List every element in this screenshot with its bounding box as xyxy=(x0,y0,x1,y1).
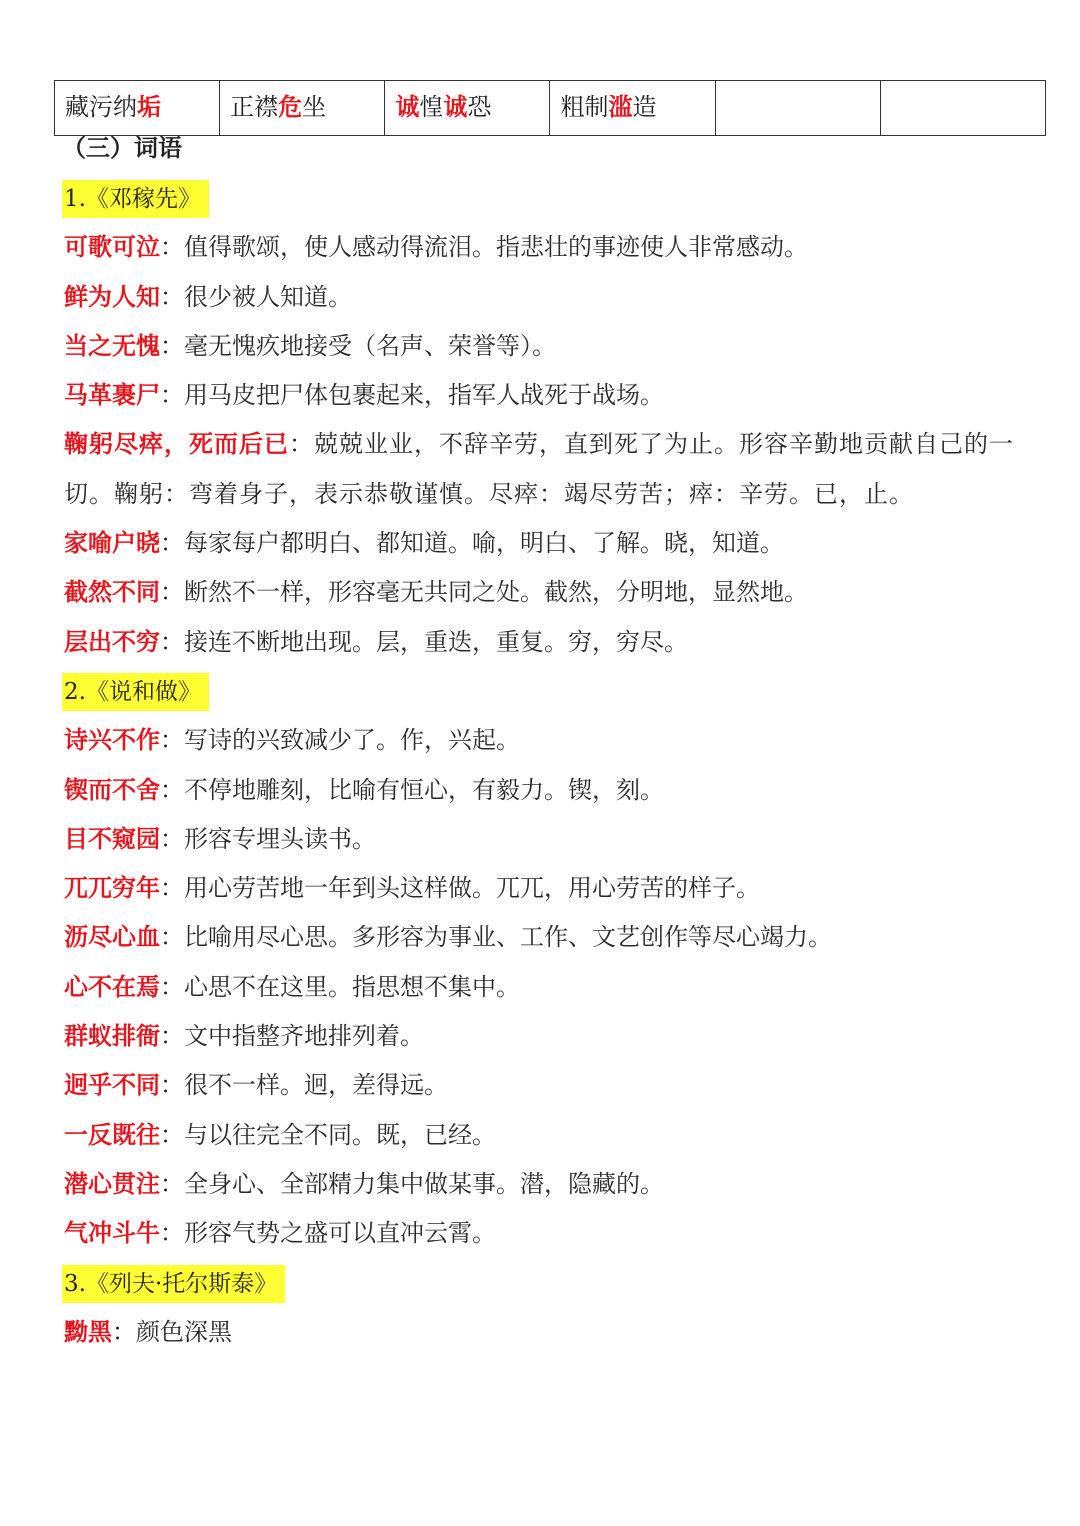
vocab-definition: 每家每户都明白、都知道。喻，明白、了解。晓，知道。 xyxy=(184,529,784,558)
vocab-term: 马革裹尸 xyxy=(64,381,160,410)
colon: ： xyxy=(160,1071,184,1100)
vocab-definition: 文中指整齐地排列着。 xyxy=(184,1022,424,1051)
vocab-term: 诗兴不作 xyxy=(64,726,160,755)
vocab-term: 当之无愧 xyxy=(64,331,160,360)
vocab-entry xyxy=(64,1012,1024,1061)
lesson-heading: 3.《列夫·托尔斯泰》 xyxy=(62,1265,285,1303)
vocab-term: 气冲斗牛 xyxy=(64,1219,160,1248)
vocab-definition: 全身心、全部精力集中做某事。潜，隐藏的。 xyxy=(184,1169,664,1198)
vocab-definition: 接连不断地出现。层，重迭，重复。穷，穷尽。 xyxy=(184,627,688,656)
vocab-definition: 断然不一样，形容毫无共同之处。截然，分明地，显然地。 xyxy=(184,578,808,607)
table-cell: 诚惶诚恐 xyxy=(385,81,550,136)
vocab-definition: 很少被人知道。 xyxy=(184,282,352,311)
colon: ： xyxy=(160,972,184,1001)
vocab-entry xyxy=(64,223,1024,272)
idiom-table xyxy=(54,80,1046,136)
colon: ： xyxy=(160,824,184,853)
vocab-definition: 形容专埋头读书。 xyxy=(184,824,376,853)
vocab-definition: 形容气势之盛可以直冲云霄。 xyxy=(184,1219,496,1248)
table-row xyxy=(55,81,1046,136)
vocab-definition: 值得歌颂，使人感动得流泪。指悲壮的事迹使人非常感动。 xyxy=(184,233,808,262)
vocab-entry xyxy=(64,1111,1024,1160)
lesson-heading-row xyxy=(64,1259,1024,1308)
lesson-heading-row xyxy=(64,174,1024,223)
vocab-entry xyxy=(64,273,1024,322)
table-cell: 藏污纳垢 xyxy=(55,81,220,136)
colon: ： xyxy=(160,233,184,262)
vocab-definition: 心思不在这里。指思想不集中。 xyxy=(184,972,520,1001)
lesson-heading: 1.《邓稼先》 xyxy=(62,180,209,218)
vocab-term: 群蚁排衙 xyxy=(64,1022,160,1051)
vocab-term: 可歌可泣 xyxy=(64,233,160,262)
vocab-definition: 与以往完全不同。既，已经。 xyxy=(184,1120,496,1149)
vocab-term: 家喻户晓 xyxy=(64,529,160,558)
colon: ： xyxy=(160,923,184,952)
vocab-term: 迥乎不同 xyxy=(64,1071,160,1100)
vocab-entry xyxy=(64,716,1024,765)
vocab-entry xyxy=(64,1061,1024,1110)
colon: ： xyxy=(160,1169,184,1198)
vocab-entry xyxy=(64,1160,1024,1209)
vocab-term: 一反既往 xyxy=(64,1120,160,1149)
vocab-entry xyxy=(64,519,1024,568)
vocab-entry xyxy=(64,568,1024,617)
colon: ： xyxy=(160,1219,184,1248)
vocab-entry xyxy=(64,371,1024,420)
colon: ： xyxy=(160,1022,184,1051)
vocab-entry xyxy=(64,766,1024,815)
vocab-entry xyxy=(64,420,1024,519)
vocab-term: 潜心贯注 xyxy=(64,1169,160,1198)
colon: ： xyxy=(160,775,184,804)
vocab-term: 层出不穷 xyxy=(64,627,160,656)
colon: ： xyxy=(112,1317,136,1346)
vocab-entry xyxy=(64,864,1024,913)
vocab-term: 鞠躬尽瘁，死而后已 xyxy=(64,430,289,459)
table-cell: 正襟危坐 xyxy=(220,81,385,136)
vocab-definition: 用心劳苦地一年到头这样做。兀兀，用心劳苦的样子。 xyxy=(184,874,760,903)
table-cell xyxy=(715,81,880,136)
vocab-term: 截然不同 xyxy=(64,578,160,607)
vocab-definition: 毫无愧疚地接受（名声、荣誉等）。 xyxy=(184,331,556,360)
vocab-term: 黝黑 xyxy=(64,1317,112,1346)
vocab-term: 鲜为人知 xyxy=(64,282,160,311)
vocab-definition: 用马皮把尸体包裹起来，指军人战死于战场。 xyxy=(184,381,664,410)
vocab-entry xyxy=(64,1209,1024,1258)
colon: ： xyxy=(160,726,184,755)
vocab-term: 目不窥园 xyxy=(64,824,160,853)
vocab-definition: 颜色深黑 xyxy=(136,1317,232,1346)
colon: ： xyxy=(160,627,184,656)
colon: ： xyxy=(160,282,184,311)
vocab-entry xyxy=(64,1308,1024,1357)
vocab-term: 锲而不舍 xyxy=(64,775,160,804)
vocab-definition: 写诗的兴致减少了。作，兴起。 xyxy=(184,726,520,755)
section-title: （三）词语 xyxy=(62,134,182,162)
vocab-definition: 比喻用尽心思。多形容为事业、工作、文艺创作等尽心竭力。 xyxy=(184,923,832,952)
vocab-term: 兀兀穷年 xyxy=(64,874,160,903)
vocab-entry xyxy=(64,815,1024,864)
colon: ： xyxy=(160,529,184,558)
vocab-entry xyxy=(64,913,1024,962)
colon: ： xyxy=(160,874,184,903)
colon: ： xyxy=(160,331,184,360)
vocab-term: 沥尽心血 xyxy=(64,923,160,952)
vocab-term: 心不在焉 xyxy=(64,972,160,1001)
vocab-definition: 不停地雕刻，比喻有恒心，有毅力。锲，刻。 xyxy=(184,775,664,804)
table-cell xyxy=(880,81,1045,136)
lesson-heading-row xyxy=(64,667,1024,716)
vocab-entry xyxy=(64,618,1024,667)
vocabulary-list xyxy=(64,174,1024,1357)
colon: ： xyxy=(160,578,184,607)
vocab-entry xyxy=(64,322,1024,371)
colon: ： xyxy=(160,381,184,410)
colon: ： xyxy=(289,430,314,459)
vocab-entry xyxy=(64,963,1024,1012)
vocab-definition: 兢兢业业，不辞辛劳，直到死了为止。形容辛勤地贡献自己的一切。鞠躬：弯着身子，表示恭敬谨慎。尽瘁：竭尽劳苦；瘁：辛劳。已，止。 xyxy=(64,430,1014,508)
colon: ： xyxy=(160,1120,184,1149)
table-cell: 粗制滥造 xyxy=(550,81,715,136)
vocab-definition: 很不一样。迥，差得远。 xyxy=(184,1071,448,1100)
lesson-heading: 2.《说和做》 xyxy=(62,673,209,711)
